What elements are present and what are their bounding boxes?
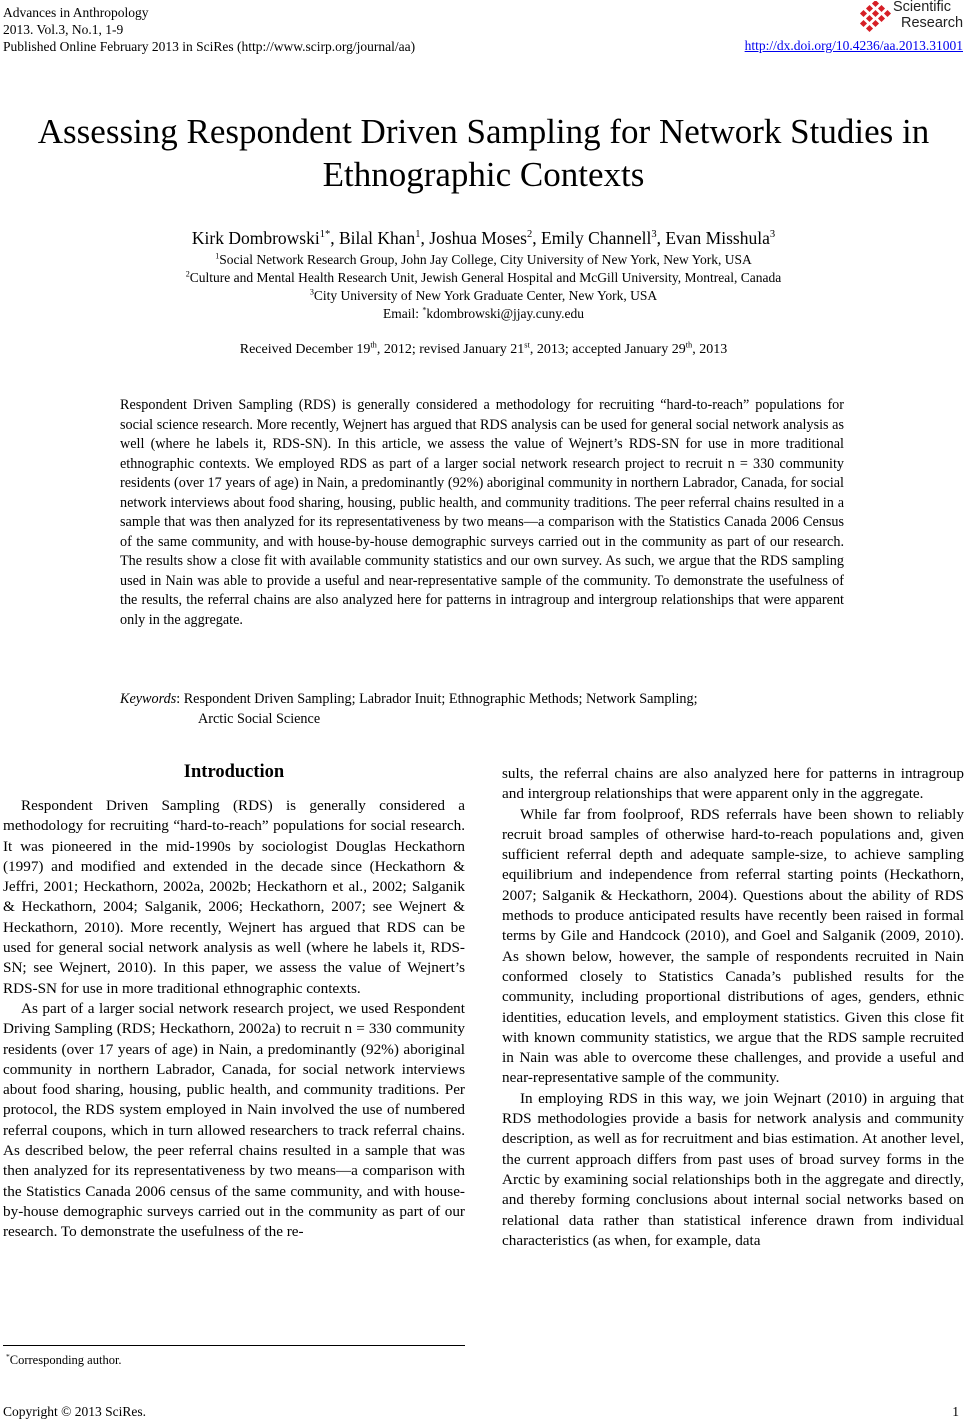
paragraph: As part of a larger social network research project, we used Respondent Driving Sampling (RDS; Heckathorn, 2002a) to recruit n = 330 community residents (over 17 years of age) in Nain, a predominantly (92%) aboriginal community in northern Labrador, Canada, for social network interviews about food sharing, housing, public health, and community traditions. Per protocol, the RDS system employed in Nain involved the use of numbered referral coupons, which in turn allowed researchers to track referral chains. As described below, the peer referral chains resulted in a sample that was then analyzed for its representativeness by two means—a comparison with the Statistics Canada 2006 census of the same community, and with house-by-house demographic surveys carried out in the community as part of our research. To demonstrate the usefulness of the re- bbox=[3, 999, 465, 1241]
paragraph: sults, the referral chains are also analyzed here for patterns in intragroup and intergroup relationships that were apparent only in the aggregate. bbox=[502, 765, 964, 803]
paragraph: Respondent Driven Sampling (RDS) is generally considered a methodology for recruiting “hard-to-reach” populations for social research. It was pioneered in the mid-1990s by sociologist Douglas Heckathorn (1997) and modified and extended in the decade since (Heckathorn & Jeffri, 2001; Heckathorn, 2002a, 2002b; Heckathorn et al., 2002; Salganik & Heckathorn, 2004; Salganik, 2006; Heckathorn, 2007; see Wejnert & Heckathorn, 2010). More recently, Wejnert has argued that RDS can be used for general social network analysis as well (where he labels it, RDS-SN; see Wejnert, 2010). In this paper, we assess the value of Wejnert’s RDS-SN for use in more traditional ethnographic contexts. bbox=[3, 797, 465, 997]
author-name: Evan Misshula bbox=[665, 228, 770, 248]
affiliation: $^3$City University of New York Graduate Center, New York, USA bbox=[309, 287, 658, 303]
affiliation: $^1$Social Network Research Group, John Jay College, City University of New York, New York, USA bbox=[215, 251, 752, 267]
right-column bbox=[502, 764, 964, 1251]
paper-title: Assessing Respondent Driven Sampling for Network Studies in Ethnographic Contexts bbox=[37, 112, 930, 194]
doi-link[interactable]: http://dx.doi.org/10.4236/aa.2013.31001 bbox=[744, 38, 963, 53]
keywords-label: Keywords bbox=[120, 691, 177, 707]
publisher-logo bbox=[859, 0, 963, 34]
copyright-notice: Copyright © 2013 SciRes. bbox=[3, 1404, 147, 1419]
author-list: Kirk Dombrowski$^{1*}$, Bilal Khan$^1$, Joshua Moses$^2$, Emily Channell$^3$, Evan Misshula$^3$ bbox=[191, 228, 776, 248]
publisher-logo-text: Scientific Research bbox=[893, 0, 964, 31]
submission-dates: Received December 19th, 2012; revised January 21st, 2013; accepted January 29th, 2013 bbox=[239, 340, 728, 357]
footnote: *Corresponding author. bbox=[6, 1351, 122, 1367]
page-number: 1 bbox=[952, 1404, 959, 1419]
left-column-body bbox=[3, 796, 465, 1243]
author-email: Email: *kdombrowski@jjay.cuny.edu bbox=[382, 305, 585, 321]
left-column bbox=[3, 0, 465, 1421]
paragraph: In employing RDS in this way, we join Wejnart (2010) in arguing that RDS methodologies provide a basis for network analysis and community description, as well as for recruitment and bias estimation. At another level, the current approach differs from past uses of broad survey forms in the Arctic by examining social relationships both in the aggregate and directly, and thereby forming conclusions about internal social networks based on relational data rather than statistical inference drawn from individual characteristics (as when, for example, data bbox=[502, 1089, 964, 1249]
author-name: Kirk Dombrowski bbox=[191, 228, 320, 248]
footnote-divider bbox=[3, 1345, 465, 1346]
email-address[interactable]: kdombrowski@jjay.cuny.edu bbox=[426, 306, 585, 321]
author-name: Joshua Moses bbox=[429, 228, 527, 248]
paragraph: While far from foolproof, RDS referrals have been shown to reliably recruit broad samples of otherwise hard-to-reach populations and, given sufficient referral depth and adequate sample-size, to achieve sampling equilibrium and independence from referral starting points (Heckathorn, 2007; Salganik & Heckathorn, 2004). Questions about the ability of RDS methods to produce anticipated results have recently been raised in formal terms by Gile and Handcock (2010), and Goel and Salganik (2009, 2010). As shown below, however, the sample of respondents recruited in Nain conformed closely to Statistics Canada’s published results for the community, including proportional distributions of ages, genders, ethnic identities, education levels, and employment statistics. Given this close fit with known community statistics, we argue that the RDS sample recruited in Nain was able to overcome these challenges, and provide a useful and near-representative sample of the community. bbox=[502, 805, 964, 1087]
journal-name: Advances in Anthropology bbox=[3, 5, 149, 20]
abstract: Respondent Driven Sampling (RDS) is generally considered a methodology for recruiting “hard-to-reach” populations for social science research. More recently, Wejnert has argued that RDS analysis can be used for general social network analysis as well (where he labels it, RDS-SN). In this article, we assess the value of Wejnert’s RDS-SN for use in more traditional ethnographic contexts. We employed RDS as part of a larger social network research project to recruit n = 330 community residents (over 17 years of age) in Nain, a predominantly (92%) aboriginal community in northern Labrador, Canada, for social network interviews about food sharing, housing, public health, and community traditions. The peer referral chains resulted in a sample that was then analyzed for its representativeness by two means—a comparison with the Statistics Canada 2006 Census of the same community, and with house-by-house demographic surveys carried out in the community as part of our research. The results show a close fit with available community statistics and our own survey. As such, we argue that the RDS sampling used in Nain was able to provide a useful and near-representative sample of the community. To demonstrate the usefulness of the results, the referral chains are also analyzed here for patterns in intragroup and intergroup relationships that were apparent only in the aggregate. bbox=[120, 397, 844, 628]
section-heading: Introduction bbox=[183, 762, 285, 782]
author-name: Bilal Khan bbox=[338, 228, 416, 248]
affiliation: $^2$Culture and Mental Health Research Unit, Jewish General Hospital and McGill University, Montreal, Canada bbox=[185, 269, 782, 285]
publication-info: Published Online February 2013 in SciRes (http://www.scirp.org/journal/aa) bbox=[3, 39, 416, 54]
keywords: Keywords: Respondent Driven Sampling; Labrador Inuit; Ethnographic Methods; Network Sampling; Arctic Social Science bbox=[120, 691, 698, 727]
journal-volume: 2013. Vol.3, No.1, 1-9 bbox=[3, 22, 124, 37]
scientific-research-logo-icon bbox=[859, 1, 891, 33]
author-name: Emily Channell bbox=[541, 228, 652, 248]
